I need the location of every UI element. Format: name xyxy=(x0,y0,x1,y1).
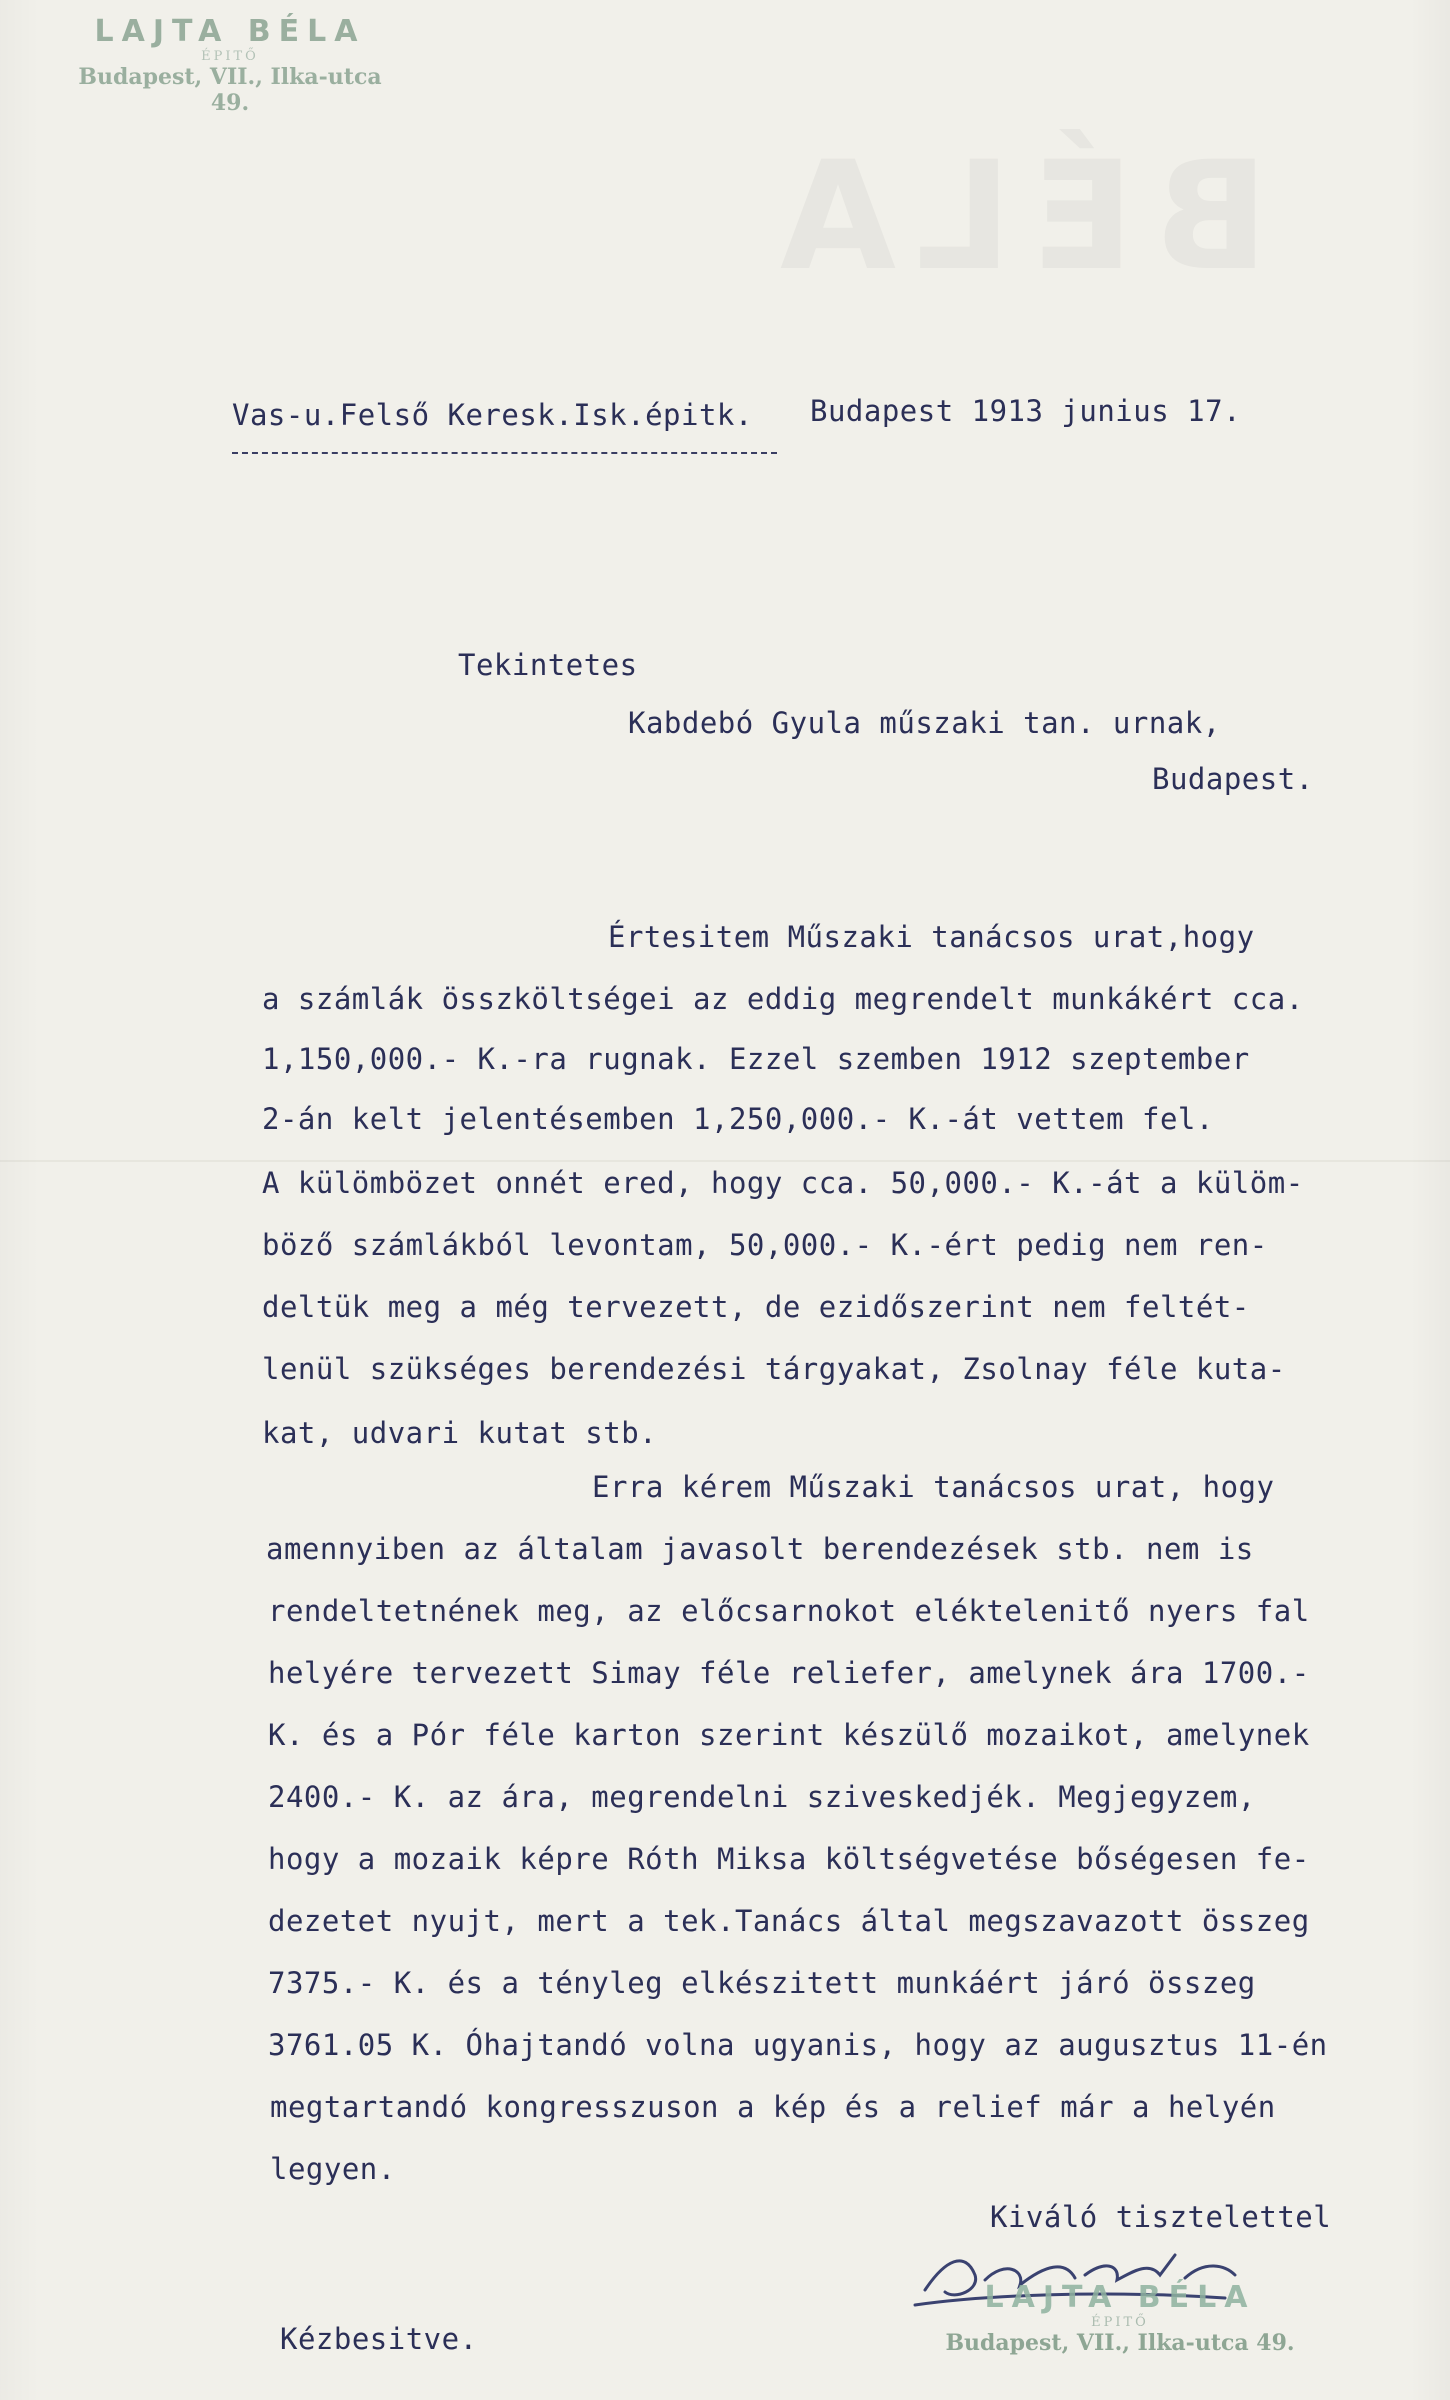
body-line: 2-án kelt jelentésemben 1,250,000.- K.-át vettem fel. xyxy=(262,1102,1214,1136)
body-line: 7375.- K. és a tényleg elkészitett munkáért járó összeg xyxy=(268,1966,1256,2000)
body-line: amennyiben az általam javasolt berendezések stb. nem is xyxy=(266,1532,1254,1566)
body-line: lenül szükséges berendezési tárgyakat, Zsolnay féle kuta- xyxy=(262,1352,1286,1386)
body-line: helyére tervezett Simay féle reliefer, amelynek ára 1700.- xyxy=(268,1656,1310,1690)
place-date: Budapest 1913 junius 17. xyxy=(810,394,1242,428)
body-line: kat, udvari kutat stb. xyxy=(262,1416,658,1450)
body-line: 2400.- K. az ára, megrendelni sziveskedjék. Megjegyzem, xyxy=(268,1780,1256,1814)
body-line: 1,150,000.- K.-ra rugnak. Ezzel szemben 1912 szeptember xyxy=(262,1042,1250,1076)
recipient-city: Budapest. xyxy=(1152,762,1314,796)
signature-stamp xyxy=(920,2280,1320,2356)
signature-stamp-name: LAJTA BÉLA xyxy=(984,2280,1256,2315)
letterhead-name: LAJTA BÉLA xyxy=(94,14,366,49)
signature-stamp-address: Budapest, VII., Ilka-utca 49. xyxy=(945,2330,1295,2356)
body-line: deltük meg a még tervezett, de ezidőszerint nem feltét- xyxy=(262,1290,1250,1324)
signature-stamp-role: ÉPITŐ xyxy=(1091,2315,1149,2330)
body-line: A külömbözet onnét ered, hogy cca. 50,000.- K.-át a külöm- xyxy=(262,1166,1304,1200)
body-line: megtartandó kongresszuson a kép és a relief már a helyén xyxy=(270,2090,1276,2124)
body-line: Erra kérem Műszaki tanácsos urat, hogy xyxy=(592,1470,1275,1504)
body-line: dezetet nyujt, mert a tek.Tanács által megszavazott összeg xyxy=(268,1904,1310,1938)
show-through-mark: BÉLA xyxy=(760,130,1269,304)
salutation: Tekintetes xyxy=(458,648,638,682)
body-line: a számlák összköltségei az eddig megrendelt munkákért cca. xyxy=(262,982,1304,1016)
reference-line: Vas-u.Felső Keresk.Isk.épitk. xyxy=(232,398,753,432)
body-line: hogy a mozaik képre Róth Miksa költségvetése bőségesen fe- xyxy=(268,1842,1310,1876)
delivered-note: Kézbesitve. xyxy=(280,2322,478,2356)
body-line: böző számlákból levontam, 50,000.- K.-ért pedig nem ren- xyxy=(262,1228,1268,1262)
letterhead-role: ÉPITŐ xyxy=(201,49,259,64)
reference-underline xyxy=(232,452,777,454)
body-line: rendeltetnének meg, az előcsarnokot eléktelenitő nyers fal xyxy=(268,1594,1310,1628)
letterhead-address: Budapest, VII., Ilka-utca 49. xyxy=(78,64,382,116)
body-line: 3761.05 K. Óhajtandó volna ugyanis, hogy az augusztus 11-én xyxy=(268,2028,1328,2062)
body-line: Értesitem Műszaki tanácsos urat,hogy xyxy=(608,920,1255,954)
recipient-line: Kabdebó Gyula műszaki tan. urnak, xyxy=(628,706,1221,740)
paper-fold xyxy=(0,1160,1450,1162)
closing: Kiváló tisztelettel xyxy=(990,2200,1332,2234)
letterhead-stamp xyxy=(60,14,400,116)
body-line: legyen. xyxy=(270,2152,396,2186)
body-line: K. és a Pór féle karton szerint készülő mozaikot, amelynek xyxy=(268,1718,1310,1752)
